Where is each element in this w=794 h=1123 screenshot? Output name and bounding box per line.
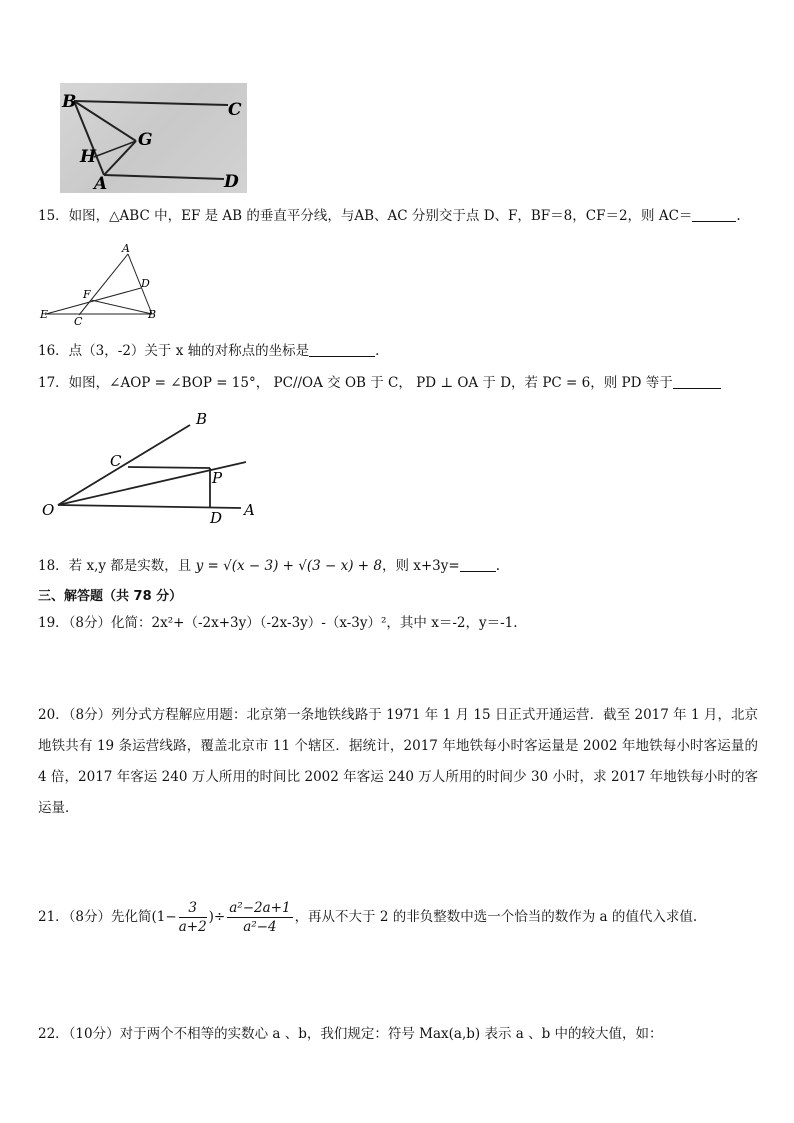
figure-q17-angle [38, 405, 268, 530]
label-B: B [148, 308, 157, 321]
answer-blank[interactable] [309, 342, 375, 357]
answer-blank[interactable] [460, 557, 496, 572]
label-F: F [83, 288, 91, 301]
section-heading: 三、解答题（共 78 分） [38, 589, 183, 604]
question-16: 16．点（3，-2）关于 x 轴的对称点的坐标是 . [38, 343, 380, 359]
label-H: H [80, 147, 97, 167]
label-C: C [74, 315, 83, 325]
question-18: 18．若 x,y 都是实数，且 y = √(x − 3) + √(3 − x) + 8，则 x+3y= . [38, 558, 501, 574]
label-P: P [212, 469, 223, 487]
question-17: 17．如图，∠AOP = ∠BOP = 15°， PC//OA 交 OB 于 C， PD ⊥ OA 于 D，若 PC = 6，则 PD 等于 [38, 373, 721, 393]
question-15: 15．如图，△ABC 中，EF 是 AB 的垂直平分线，与AB、AC 分别交于点 D、F，BF＝8，CF＝2，则 AC＝ . [38, 208, 741, 224]
label-D: D [141, 277, 150, 290]
label-O: O [42, 501, 55, 519]
fraction-2: $\frac{\text{a²−2a+1}}{\text{a²−4}}$ [229, 900, 291, 935]
label-A: A [94, 174, 108, 193]
label-A: A [244, 501, 255, 519]
label-B: B [196, 410, 208, 428]
answer-blank[interactable] [673, 374, 721, 389]
label-B: B [62, 92, 77, 112]
label-C: C [228, 100, 242, 120]
formula-18: y = √(x − 3) + √(3 − x) + 8 [195, 558, 382, 574]
answer-blank[interactable] [692, 207, 736, 222]
fraction-1: $\frac{3}{a+2}$ [178, 900, 207, 935]
figure-q14-diagram [60, 83, 247, 193]
question-21: 21．（8分）先化简(1− $\frac{3}{a+2}$ )÷ $\frac{\text{a²−2a+1}}{\text{a²−4}}$ ，再从不大于 2 的非负整数中选一个恰当的数作为 a 的值代入求值. [38, 900, 698, 935]
question-19: 19．（8分）化简：2x²+（-2x+3y）（-2x-3y）-（x-3y）²，其中 x＝-2，y＝-1. [38, 615, 518, 631]
label-G: G [138, 130, 153, 150]
figure-q14-photo [60, 83, 247, 193]
label-D: D [224, 172, 239, 192]
label-D: D [210, 509, 223, 527]
label-E: E [40, 308, 49, 321]
label-A: A [122, 242, 130, 255]
question-22: 22．（10分）对于两个不相等的实数心 a 、b，我们规定：符号 Max(a,b) 表示 a 、b 中的较大值，如： [38, 1026, 663, 1042]
question-20: 20．（8分）列分式方程解应用题：北京第一条地铁线路于 1971 年 1 月 15 日正式开通运营．截至 2017 年 1 月，北京地铁共有 19 条运营线路，覆盖北京市 11 个辖区．据统计，2017 年地铁每小时客运量是 2002 年地铁每小时客运量的 4 倍，2017 年客运 240 万人所用的时间比 2002 年客运 240 万人所用的时间少 30 小时，求 2017 年地铁每小时的客运量． [38, 707, 758, 816]
label-C: C [110, 452, 122, 470]
figure-q15-triangle [38, 240, 168, 325]
